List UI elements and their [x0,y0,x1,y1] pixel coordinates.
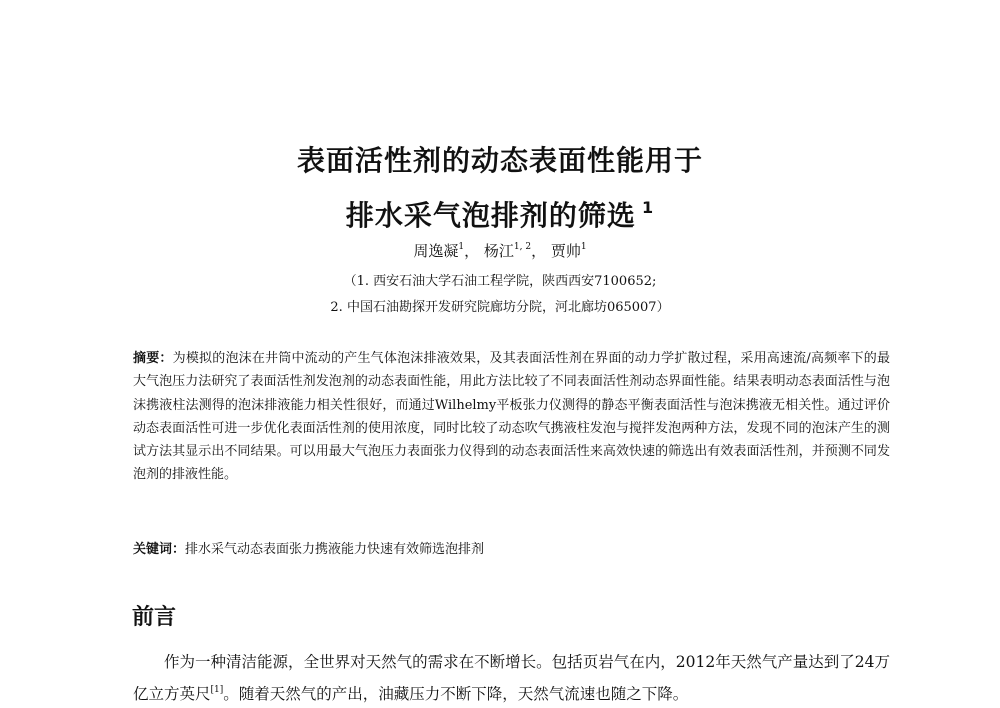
paper-title-line-2 [0,194,1000,234]
citation-reference: [1] [210,685,224,695]
keywords-label: 关键词： [133,542,186,557]
author-name: 杨江 [483,242,514,260]
author-name: 贾帅 [550,242,581,260]
title-line-1-text: 表面活性剂的动态表面性能用于 [296,144,703,177]
abstract-text: 为模拟的泡沫在井筒中流动的产生气体泡沫排液效果，及其表面活性剂在界面的动力学扩散过程，采用高速流/高频率下的最大气泡压力法研究了表面活性剂发泡剂的动态表面性能，用此方法比较了不同表面活性剂动态界面性能。结果表明动态表面活性与泡沫携液柱法测得的泡沫排液能力相关性很好，而通过Wilhelmy平板张力仪测得的静态平衡表面活性与泡沫携液无相关性。通过评价动态表面活性可进一步优化表面活性剂的使用浓度，同时比较了动态吹气携液柱发泡与搅拌发泡两种方法，发现不同的泡沫产生的测试方法其显示出不同结果。可以用最大气泡压力表面张力仪得到的动态表面活性来高效快速的筛选出有效表面活性剂，并预测不同发泡剂的排液性能。 [133,351,890,483]
abstract-label: 摘要： [133,351,173,366]
section-heading-intro: 前言 [132,605,177,630]
keywords [133,538,890,557]
author-affiliation-mark: 1 [580,242,587,252]
affiliation-line-1: （1. 西安石油大学石油工程学院，陕西西安7100652; [343,274,657,289]
intro-text-part-2: 。随着天然气的产出，油藏压力不断下降，天然气流速也随之下降。 [223,685,689,703]
author-separator: ， [531,242,547,260]
title-footnote-mark: 1 [641,198,655,217]
author-name: 周逸凝 [413,242,459,260]
intro-paragraph [133,648,890,708]
author-affiliation-mark: 1, 2 [513,242,532,252]
author-list [0,240,1000,261]
paper-title-line-1 [0,139,1000,179]
affiliation-line-2: 2. 中国石油勘探开发研究院廊坊分院，河北廊坊065007） [330,300,670,315]
intro-text-part-1: 作为一种清洁能源，全世界对天然气的需求在不断增长。包括页岩气在内，2012年天然气产量达到了24万亿立方英尺 [133,653,890,703]
author-affiliation-mark: 1 [458,242,465,252]
author-separator: ， [464,242,480,260]
title-line-2-text: 排水采气泡排剂的筛选 [345,199,636,232]
abstract [133,347,890,487]
keywords-text: 排水采气动态表面张力携液能力快速有效筛选泡排剂 [185,542,485,557]
